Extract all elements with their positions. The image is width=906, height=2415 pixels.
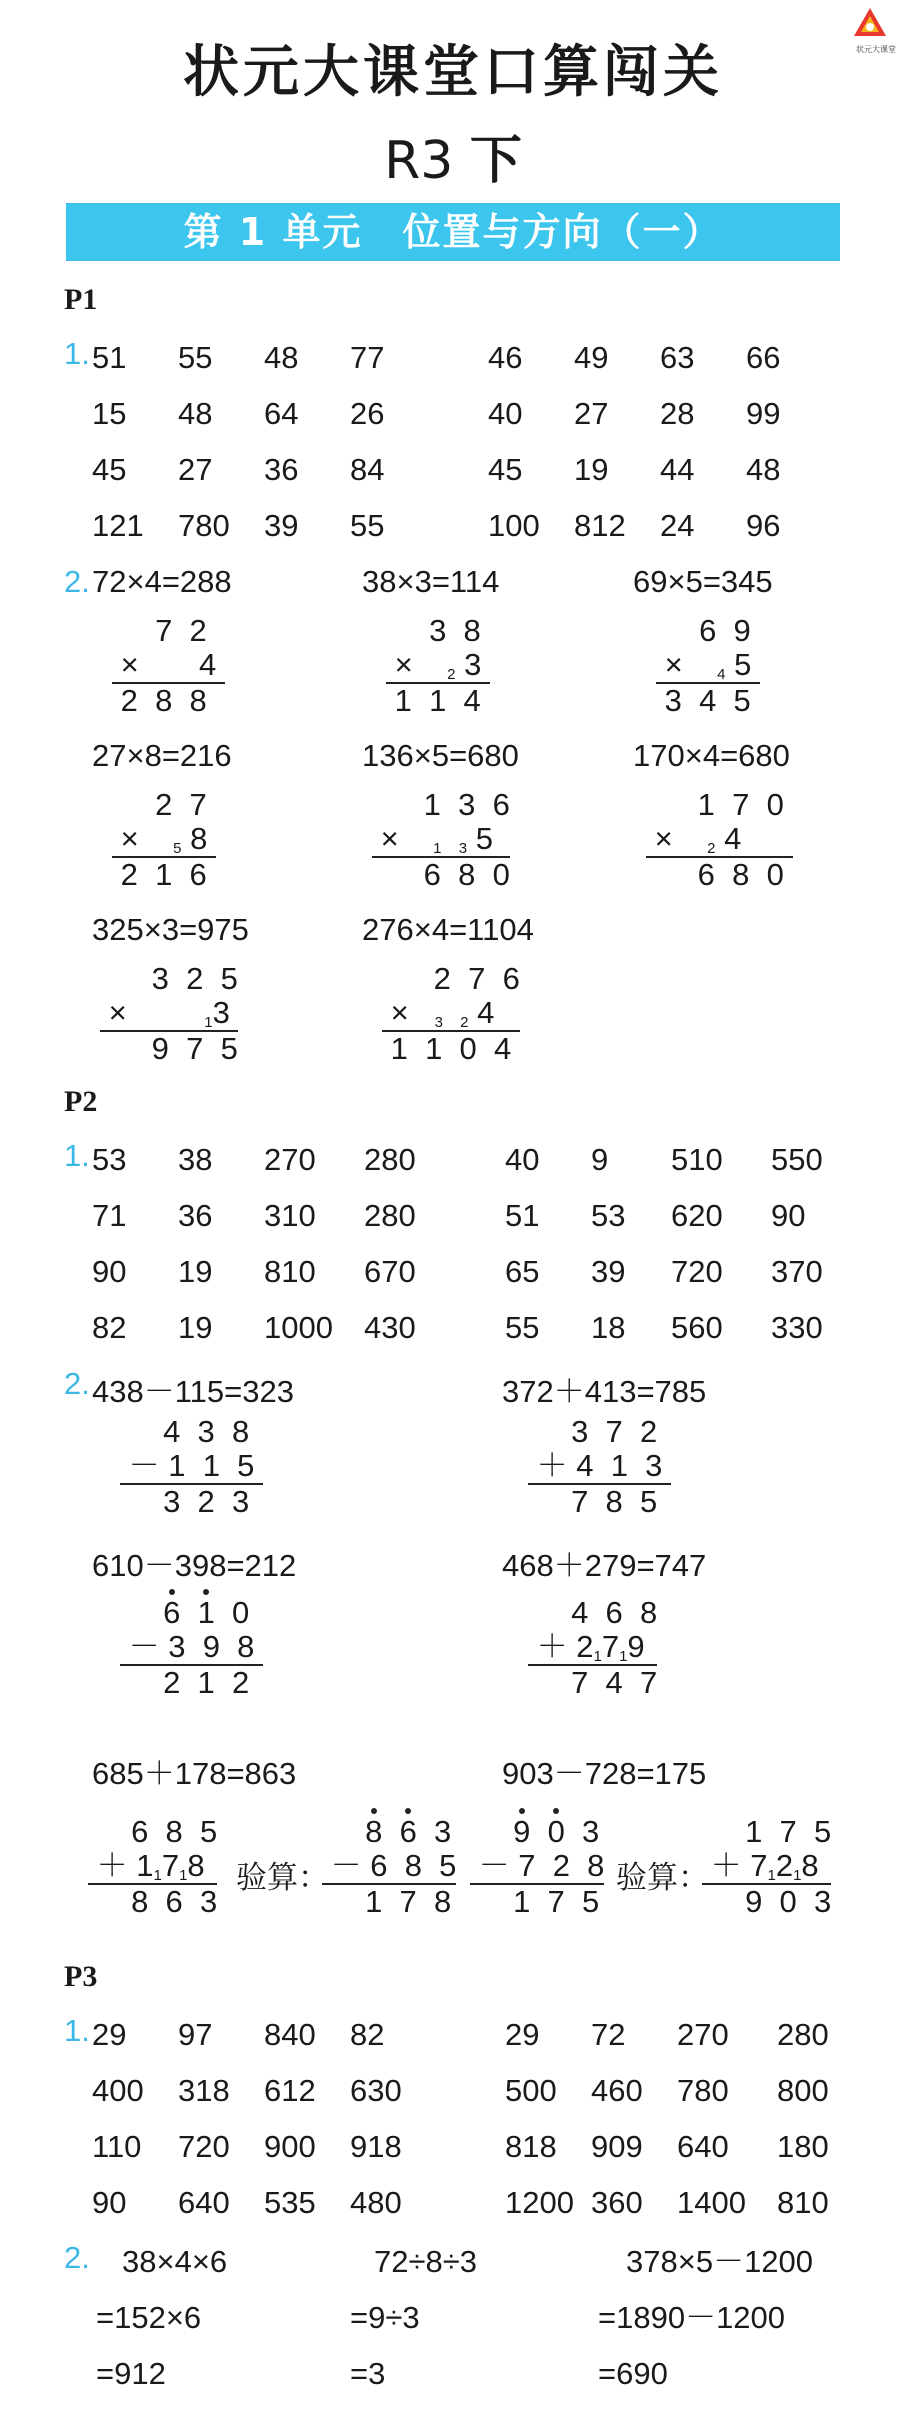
vertical-calc: 3 8 × 2 3 1 1 4 <box>386 613 490 718</box>
answer: 121 <box>92 508 144 543</box>
answer: 630 <box>350 2073 402 2108</box>
vertical-calc: 6 8 5 ＋ 11718 8 6 3 <box>88 1814 218 1919</box>
answer: 84 <box>350 452 385 487</box>
answer: 918 <box>350 2129 402 2164</box>
answer: 29 <box>92 2017 127 2052</box>
unit-banner: 第 1 单元 位置与方向（一） <box>66 203 840 261</box>
equation: 372＋413=785 <box>502 1374 707 1409</box>
p1-q1-number: 1. <box>64 336 90 371</box>
answer: 90 <box>771 1198 806 1233</box>
equation: 325×3=975 <box>92 912 249 947</box>
answer: 1000 <box>264 1310 333 1345</box>
answer: 640 <box>677 2129 729 2164</box>
answer: 620 <box>671 1198 723 1233</box>
p2-q1-number: 1. <box>64 1138 90 1173</box>
answer: 360 <box>591 2185 643 2220</box>
answer: 9 <box>591 1142 609 1177</box>
answer: 110 <box>92 2129 142 2164</box>
answer: 28 <box>660 396 695 431</box>
step: 378×5－1200 <box>626 2244 814 2279</box>
answer: 38 <box>178 1142 213 1177</box>
vertical-calc: 3 2 5 × 13 9 7 5 <box>100 961 239 1066</box>
step: =3 <box>350 2356 386 2391</box>
p2-q1-right-grid <box>505 1132 857 1356</box>
answer: 77 <box>350 340 385 375</box>
p1-q1-right-grid <box>488 330 832 554</box>
answer: 39 <box>264 508 299 543</box>
page-label-p1: P1 <box>64 283 98 316</box>
answer: 55 <box>505 1310 540 1345</box>
subtitle-grade: R3 <box>384 131 454 191</box>
brand-logo-icon <box>852 6 888 46</box>
answer: 51 <box>505 1198 540 1233</box>
answer: 66 <box>746 340 781 375</box>
answer: 430 <box>364 1310 416 1345</box>
answer: 280 <box>364 1198 416 1233</box>
answer: 612 <box>264 2073 316 2108</box>
answer: 90 <box>92 1254 127 1289</box>
vertical-calc: 1 7 5 ＋ 71218 9 0 3 <box>702 1814 832 1919</box>
answer: 720 <box>178 2129 230 2164</box>
answer: 500 <box>505 2073 557 2108</box>
answer: 55 <box>178 340 213 375</box>
answer: 19 <box>574 452 609 487</box>
answer: 26 <box>350 396 385 431</box>
answer: 24 <box>660 508 695 543</box>
answer: 99 <box>746 396 781 431</box>
page-label-p2: P2 <box>64 1085 98 1118</box>
answer: 535 <box>264 2185 316 2220</box>
answer: 40 <box>505 1142 540 1177</box>
answer: 55 <box>350 508 385 543</box>
answer: 810 <box>777 2185 829 2220</box>
p3-q2-col2 <box>350 2234 477 2402</box>
equation: 72×4=288 <box>92 564 232 599</box>
answer: 480 <box>350 2185 402 2220</box>
answer: 370 <box>771 1254 823 1289</box>
answer: 72 <box>591 2017 626 2052</box>
answer: 82 <box>350 2017 385 2052</box>
answer: 270 <box>264 1142 316 1177</box>
answer: 180 <box>777 2129 829 2164</box>
vertical-calc: 4 6 8 ＋ 21719 7 4 7 <box>528 1595 658 1700</box>
answer: 780 <box>178 508 230 543</box>
page-title: 状元大课堂口算闯关 <box>183 40 723 105</box>
check-label: 验算： <box>616 1860 709 1895</box>
answer: 318 <box>178 2073 230 2108</box>
p3-q1-right-grid <box>505 2007 863 2231</box>
vertical-calc: 6 9 × 4 5 3 4 5 <box>656 613 760 718</box>
subtitle-term: 下 <box>469 131 522 191</box>
p1-q2-number: 2. <box>64 564 90 599</box>
vertical-calc: 2 7 × 5 8 2 1 6 <box>112 787 216 892</box>
p3-q1-number: 1. <box>64 2013 90 2048</box>
step: 38×4×6 <box>122 2244 228 2279</box>
page-subtitle <box>0 118 906 193</box>
answer: 63 <box>660 340 695 375</box>
answer: 53 <box>591 1198 626 1233</box>
check-label: 验算： <box>236 1860 329 1895</box>
vertical-calc: 9 0 3 － 7 2 8 1 7 5 <box>470 1814 605 1919</box>
p1-q1-left-grid <box>92 330 436 554</box>
page-label-p3: P3 <box>64 1960 98 1993</box>
vertical-calc: 2 7 6 × 3 2 4 1 1 0 4 <box>382 961 520 1066</box>
equation: 468＋279=747 <box>502 1548 707 1583</box>
vertical-calc: 1 7 0 × 2 4 6 8 0 <box>646 787 794 892</box>
step: =1890－1200 <box>598 2300 786 2335</box>
answer: 46 <box>488 340 523 375</box>
answer: 29 <box>505 2017 540 2052</box>
answer: 812 <box>574 508 626 543</box>
p3-q2-col3 <box>598 2234 813 2402</box>
answer: 100 <box>488 508 540 543</box>
answer: 90 <box>92 2185 127 2220</box>
answer: 65 <box>505 1254 540 1289</box>
answer: 310 <box>264 1198 316 1233</box>
answer: 270 <box>677 2017 729 2052</box>
brand-logo-text: 状元大课堂 <box>856 45 896 54</box>
vertical-calc: 6 1 0 － 3 9 8 2 1 2 <box>120 1595 264 1700</box>
answer: 51 <box>92 340 127 375</box>
answer: 780 <box>677 2073 729 2108</box>
vertical-calc: 7 2 × 4 2 8 8 <box>112 613 225 718</box>
step: 72÷8÷3 <box>374 2244 477 2279</box>
equation: 438－115=323 <box>92 1374 294 1409</box>
answer: 39 <box>591 1254 626 1289</box>
answer: 64 <box>264 396 299 431</box>
answer: 27 <box>574 396 609 431</box>
answer: 818 <box>505 2129 557 2164</box>
answer: 36 <box>178 1198 213 1233</box>
answer: 45 <box>92 452 127 487</box>
answer: 18 <box>591 1310 626 1345</box>
answer: 36 <box>264 452 299 487</box>
step: =9÷3 <box>350 2300 420 2335</box>
answer: 720 <box>671 1254 723 1289</box>
step: =912 <box>96 2356 166 2391</box>
answer: 840 <box>264 2017 316 2052</box>
answer: 96 <box>746 508 781 543</box>
answer: 48 <box>746 452 781 487</box>
answer: 460 <box>591 2073 643 2108</box>
p3-q1-left-grid <box>92 2007 436 2231</box>
answer: 44 <box>660 452 695 487</box>
answer: 280 <box>777 2017 829 2052</box>
equation: 610－398=212 <box>92 1548 297 1583</box>
vertical-calc: 3 7 2 ＋ 4 1 3 7 8 5 <box>528 1414 672 1519</box>
answer: 40 <box>488 396 523 431</box>
answer: 800 <box>777 2073 829 2108</box>
equation: 903－728=175 <box>502 1756 707 1791</box>
answer: 15 <box>92 396 127 431</box>
answer: 640 <box>178 2185 230 2220</box>
answer: 280 <box>364 1142 416 1177</box>
answer: 19 <box>178 1310 213 1345</box>
vertical-calc: 1 3 6 × 1 3 5 6 8 0 <box>372 787 510 892</box>
equation: 685＋178=863 <box>92 1756 297 1791</box>
equation: 170×4=680 <box>633 738 790 773</box>
answer: 810 <box>264 1254 316 1289</box>
answer: 53 <box>92 1142 127 1177</box>
answer: 19 <box>178 1254 213 1289</box>
equation: 27×8=216 <box>92 738 232 773</box>
answer: 1200 <box>505 2185 574 2220</box>
step: =152×6 <box>96 2300 202 2335</box>
vertical-calc: 4 3 8 － 1 1 5 3 2 3 <box>120 1414 264 1519</box>
vertical-calc: 8 6 3 － 6 8 5 1 7 8 <box>322 1814 457 1919</box>
equation: 38×3=114 <box>362 564 500 599</box>
answer: 550 <box>771 1142 823 1177</box>
answer: 82 <box>92 1310 127 1345</box>
step: =690 <box>598 2356 668 2391</box>
answer: 48 <box>178 396 213 431</box>
answer: 670 <box>364 1254 416 1289</box>
p3-q2-col1 <box>96 2234 227 2402</box>
answer: 330 <box>771 1310 823 1345</box>
p2-q1-left-grid <box>92 1132 450 1356</box>
answer: 71 <box>92 1198 127 1233</box>
answer: 560 <box>671 1310 723 1345</box>
answer: 400 <box>92 2073 144 2108</box>
answer: 49 <box>574 340 609 375</box>
answer: 45 <box>488 452 523 487</box>
p2-q2-number: 2. <box>64 1366 90 1401</box>
answer: 48 <box>264 340 299 375</box>
equation: 69×5=345 <box>633 564 773 599</box>
equation: 136×5=680 <box>362 738 519 773</box>
equation: 276×4=1104 <box>362 912 534 947</box>
p3-q2-number: 2. <box>64 2240 90 2275</box>
answer: 900 <box>264 2129 316 2164</box>
answer: 27 <box>178 452 213 487</box>
answer: 97 <box>178 2017 213 2052</box>
answer: 1400 <box>677 2185 746 2220</box>
answer: 909 <box>591 2129 643 2164</box>
answer: 510 <box>671 1142 723 1177</box>
